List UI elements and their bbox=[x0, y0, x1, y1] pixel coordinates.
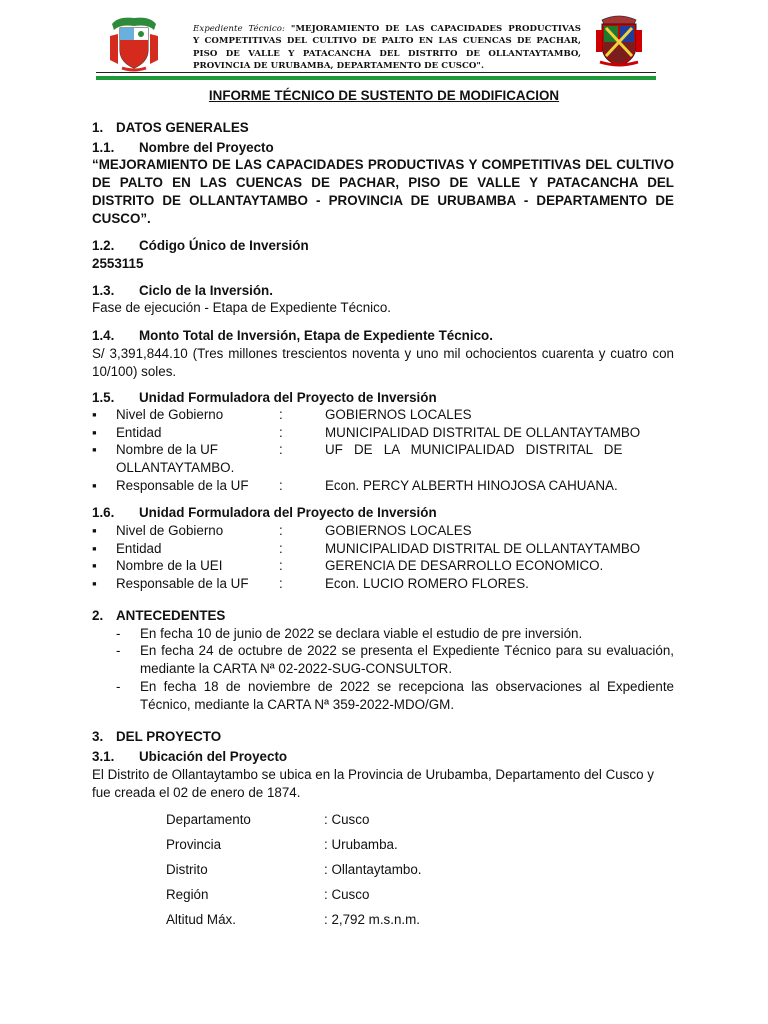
background-item-3 bbox=[116, 678, 674, 714]
uei-row-value: Econ. LUCIO ROMERO FLORES. bbox=[325, 576, 529, 591]
section-3-1-title: Ubicación del Proyecto bbox=[139, 749, 288, 764]
header-line-1: "MEJORAMIENTO DE LAS CAPACIDADES PRODUCTIVAS bbox=[290, 24, 581, 34]
location-value: : Cusco bbox=[324, 812, 370, 827]
section-1-4-number: 1.4. bbox=[92, 328, 115, 343]
report-title: INFORME TÉCNICO DE SUSTENTO DE MODIFICACION bbox=[208, 88, 560, 103]
section-1-number: 1. bbox=[92, 120, 104, 135]
background-item-text: En fecha 10 de junio de 2022 se declara viable el estudio de pre inversión. bbox=[140, 626, 583, 641]
uf-row-responsible bbox=[92, 477, 674, 495]
peru-coat-of-arms-icon bbox=[108, 14, 160, 72]
dash-bullet: - bbox=[116, 626, 121, 641]
section-1-1-number: 1.1. bbox=[92, 140, 115, 155]
uf-row-value: Econ. PERCY ALBERTH HINOJOSA CAHUANA. bbox=[325, 478, 618, 493]
section-3-title: DEL PROYECTO bbox=[116, 729, 222, 744]
uf-row-name bbox=[92, 441, 674, 459]
header-project-title bbox=[193, 23, 581, 73]
bullet-icon: ▪ bbox=[92, 558, 97, 573]
header-green-rule bbox=[96, 76, 656, 80]
location-row-department bbox=[166, 811, 566, 829]
section-1-1-heading bbox=[92, 139, 674, 157]
uf-row-value: GOBIERNOS LOCALES bbox=[325, 407, 472, 422]
location-value: : 2,792 m.s.n.m. bbox=[324, 912, 421, 927]
uf-row-label: Nombre de la UF bbox=[116, 442, 218, 457]
bullet-icon: ▪ bbox=[92, 523, 97, 538]
location-row-district bbox=[166, 861, 566, 879]
background-item-text: En fecha 24 de octubre de 2022 se presenta el Expediente Técnico para su evaluación, mediante la CARTA Nª 02-2022-SUG-CONSULTOR. bbox=[140, 643, 674, 676]
uei-row-label: Nivel de Gobierno bbox=[116, 523, 224, 538]
background-item-2 bbox=[116, 642, 674, 678]
section-2-heading bbox=[92, 607, 674, 625]
bullet-icon: ▪ bbox=[92, 407, 97, 422]
uf-row-entity bbox=[92, 424, 674, 442]
uf-row-value-continued: OLLANTAYTAMBO. bbox=[116, 460, 235, 475]
investment-code: 2553115 bbox=[92, 256, 144, 271]
header-line-2: Y COMPETITIVAS DEL CULTIVO DE PALTO EN LAS CUENCAS DE PACHAR, bbox=[193, 36, 581, 47]
section-1-6-number: 1.6. bbox=[92, 505, 115, 520]
colon: : bbox=[279, 425, 283, 440]
section-1-5-heading bbox=[92, 389, 674, 407]
location-value: : Cusco bbox=[324, 887, 370, 902]
section-1-title: DATOS GENERALES bbox=[116, 120, 249, 135]
section-1-3-number: 1.3. bbox=[92, 283, 115, 298]
section-1-4-heading bbox=[92, 327, 674, 345]
bullet-icon: ▪ bbox=[92, 576, 97, 591]
uf-row-name-cont bbox=[92, 459, 674, 477]
section-1-heading bbox=[92, 119, 674, 137]
colon: : bbox=[279, 541, 283, 556]
location-key: Provincia bbox=[166, 837, 222, 852]
section-3-heading bbox=[92, 728, 674, 746]
location-row-province bbox=[166, 836, 566, 854]
colon: : bbox=[279, 478, 283, 493]
section-1-3-heading bbox=[92, 282, 674, 300]
bullet-icon: ▪ bbox=[92, 541, 97, 556]
header-label: Expediente Técnico: bbox=[193, 24, 285, 34]
section-1-2-number: 1.2. bbox=[92, 238, 115, 253]
uei-row-name bbox=[92, 557, 674, 575]
location-row-altitude bbox=[166, 911, 566, 929]
header-line-4: PROVINCIA DE URUBAMBA, DEPARTAMENTO DE CUSCO". bbox=[193, 61, 484, 72]
bullet-icon: ▪ bbox=[92, 442, 97, 457]
section-1-2-title: Código Único de Inversión bbox=[139, 238, 309, 253]
section-1-6-heading bbox=[92, 504, 674, 522]
header-line-3: PISO DE VALLE Y PATACANCHA DEL DISTRITO DE OLLANTAYTAMBO, bbox=[193, 48, 581, 59]
uf-row-label: Responsable de la UF bbox=[116, 478, 249, 493]
uei-row-label: Nombre de la UEI bbox=[116, 558, 223, 573]
uf-row-value: UF DE LA MUNICIPALIDAD DISTRITAL DE bbox=[325, 442, 623, 457]
section-3-number: 3. bbox=[92, 729, 104, 744]
location-description: El Distrito de Ollantaytambo se ubica en la Provincia de Urubamba, Departamento del Cusco y fue creada el 02 de enero de 1874. bbox=[92, 767, 654, 800]
background-item-text: En fecha 18 de noviembre de 2022 se recepciona las observaciones al Expediente Técnico, mediante la CARTA Nª 359-2022-MDO/GM. bbox=[140, 679, 674, 712]
bullet-icon: ▪ bbox=[92, 478, 97, 493]
section-1-2-heading bbox=[92, 237, 674, 255]
uei-row-label: Responsable de la UF bbox=[116, 576, 249, 591]
colon: : bbox=[279, 523, 283, 538]
colon: : bbox=[279, 576, 283, 591]
uei-row-value: GOBIERNOS LOCALES bbox=[325, 523, 472, 538]
section-3-1-heading bbox=[92, 748, 674, 766]
section-1-4-title: Monto Total de Inversión, Etapa de Expediente Técnico. bbox=[139, 328, 493, 343]
location-value: : Urubamba. bbox=[324, 837, 398, 852]
section-3-1-number: 3.1. bbox=[92, 749, 115, 764]
section-1-3-title: Ciclo de la Inversión. bbox=[139, 283, 273, 298]
uei-row-label: Entidad bbox=[116, 541, 162, 556]
uei-row-value: GERENCIA DE DESARROLLO ECONOMICO. bbox=[325, 558, 604, 573]
dash-bullet: - bbox=[116, 643, 121, 658]
section-2-number: 2. bbox=[92, 608, 104, 623]
colon: : bbox=[279, 558, 283, 573]
uf-row-level bbox=[92, 406, 674, 424]
municipal-shield-icon bbox=[594, 12, 644, 68]
investment-cycle-text: Fase de ejecución - Etapa de Expediente Técnico. bbox=[92, 300, 392, 315]
dash-bullet: - bbox=[116, 679, 121, 694]
section-2-title: ANTECEDENTES bbox=[116, 608, 226, 623]
section-1-5-number: 1.5. bbox=[92, 390, 115, 405]
location-value: : Ollantaytambo. bbox=[324, 862, 422, 877]
uei-row-entity bbox=[92, 540, 674, 558]
uf-row-label: Entidad bbox=[116, 425, 162, 440]
bullet-icon: ▪ bbox=[92, 425, 97, 440]
investment-amount-text: S/ 3,391,844.10 (Tres millones trescientos noventa y uno mil ochocientos cuarenta y cuatro con 10/100) soles. bbox=[92, 346, 674, 379]
uei-row-level bbox=[92, 522, 674, 540]
uf-row-label: Nivel de Gobierno bbox=[116, 407, 224, 422]
section-1-5-title: Unidad Formuladora del Proyecto de Inversión bbox=[139, 390, 437, 405]
uei-row-responsible bbox=[92, 575, 674, 593]
location-key: Región bbox=[166, 887, 209, 902]
colon: : bbox=[279, 442, 283, 457]
location-key: Altitud Máx. bbox=[166, 912, 236, 927]
section-1-1-title: Nombre del Proyecto bbox=[139, 140, 274, 155]
location-key: Distrito bbox=[166, 862, 208, 877]
project-name-text: “MEJORAMIENTO DE LAS CAPACIDADES PRODUCTIVAS Y COMPETITIVAS DEL CULTIVO DE PALTO EN LAS CUENCAS DE PACHAR, PISO DE VALLE Y PATACANCHA DEL DISTRITO DE OLLANTAYTAMBO - PROVINCIA DE URUBAMBA - DEPARTAMENTO DE CUSCO”. bbox=[92, 157, 674, 226]
location-row-region bbox=[166, 886, 566, 904]
header-divider bbox=[96, 72, 656, 73]
uei-row-value: MUNICIPALIDAD DISTRITAL DE OLLANTAYTAMBO bbox=[325, 541, 641, 556]
section-1-6-title: Unidad Formuladora del Proyecto de Inversión bbox=[139, 505, 437, 520]
uf-row-value: MUNICIPALIDAD DISTRITAL DE OLLANTAYTAMBO bbox=[325, 425, 641, 440]
location-key: Departamento bbox=[166, 812, 251, 827]
background-item-1 bbox=[116, 625, 674, 643]
colon: : bbox=[279, 407, 283, 422]
